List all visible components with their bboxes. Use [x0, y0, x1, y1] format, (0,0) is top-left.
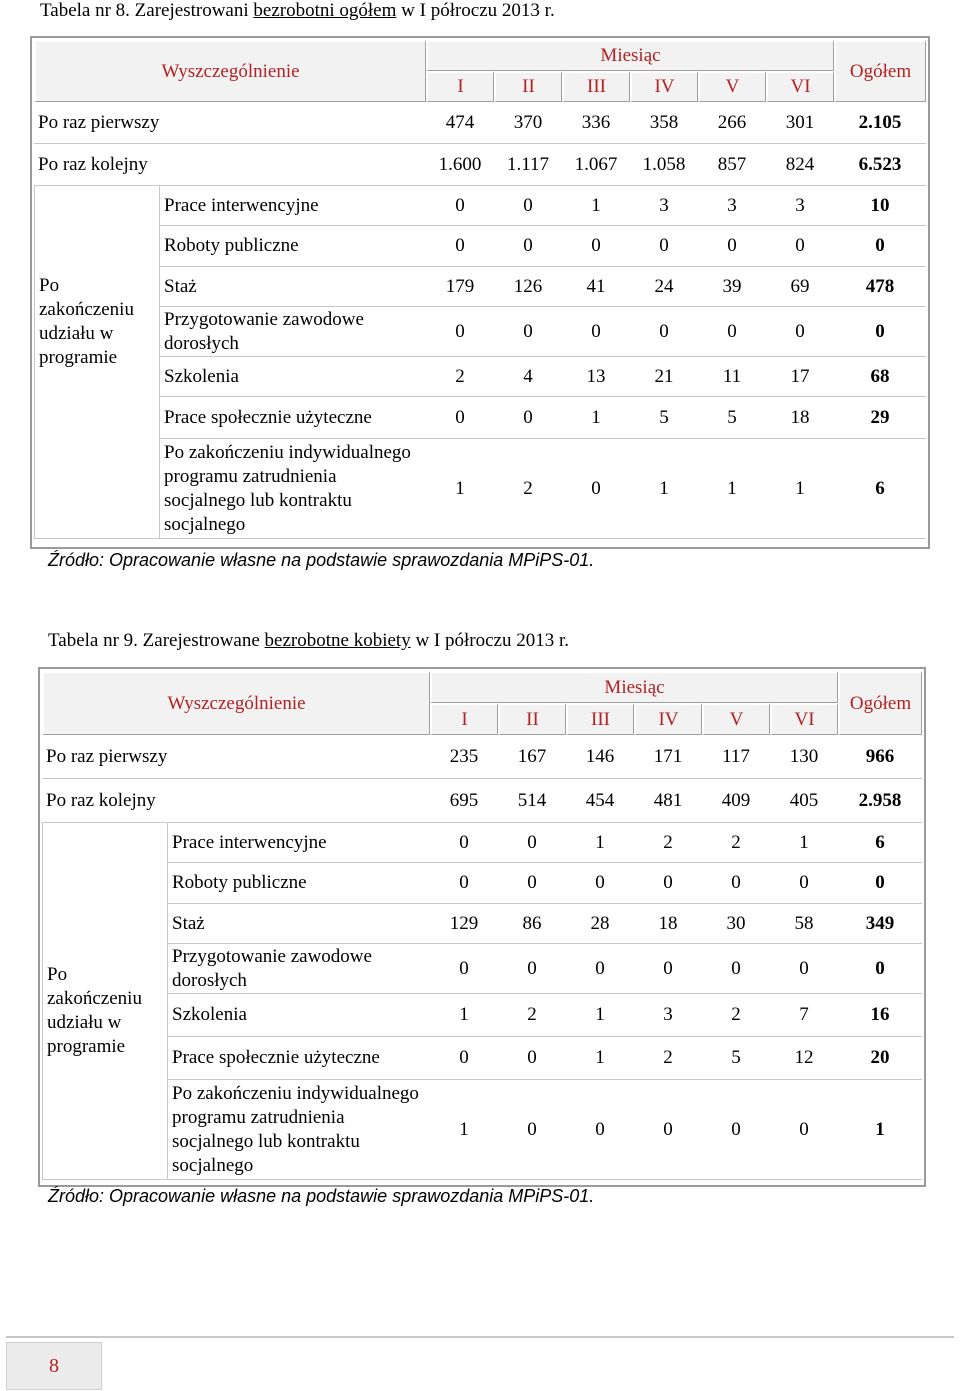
table9-group-label: Po zakończeniu udziału w programie — [42, 823, 168, 1180]
table8-header-month-cell: VI — [766, 71, 834, 102]
table9-row-label: Prace społecznie użyteczne — [168, 1037, 430, 1080]
table8-header-spec: Wyszczególnienie — [34, 40, 426, 102]
table9-header-month-cell: III — [566, 703, 634, 735]
table9-value: 0 — [566, 944, 634, 994]
table9-caption — [48, 630, 569, 652]
table8-value: 0 — [494, 397, 562, 439]
table9-value: 0 — [498, 863, 566, 904]
table8-value: 0 — [698, 307, 766, 357]
table9-value: 0 — [634, 863, 702, 904]
table-row — [42, 1037, 922, 1080]
table9-value: 5 — [702, 1037, 770, 1080]
table8-value: 857 — [698, 144, 766, 186]
table9-total: 16 — [838, 994, 922, 1037]
table8-row-label: Po zakończeniu indywidualnego programu zatrudnienia socjalnego lub kontraktu socjalnego — [160, 439, 426, 539]
table9-value: 0 — [702, 863, 770, 904]
table9-value: 0 — [770, 944, 838, 994]
table8-value: 336 — [562, 102, 630, 144]
table9 — [42, 671, 922, 1180]
table8-value: 39 — [698, 267, 766, 307]
table-row — [42, 863, 922, 904]
table9-header-total: Ogółem — [838, 671, 922, 735]
table8-value: 41 — [562, 267, 630, 307]
table8-value: 1 — [562, 186, 630, 226]
table9-value: 0 — [634, 944, 702, 994]
table9-value: 0 — [498, 1037, 566, 1080]
table9-value: 0 — [566, 863, 634, 904]
table8-value: 1 — [426, 439, 494, 539]
table9-value: 1 — [430, 1080, 498, 1180]
table9-header-month-cell: VI — [770, 703, 838, 735]
table9-value: 130 — [770, 735, 838, 779]
table8-value: 2 — [426, 357, 494, 397]
table8-header-month-cell: IV — [630, 71, 698, 102]
table9-value: 86 — [498, 904, 566, 944]
table-row — [42, 1080, 922, 1180]
table9-value: 2 — [498, 994, 566, 1037]
table9-value: 2 — [702, 823, 770, 863]
table9-value: 0 — [566, 1080, 634, 1180]
table8-total: 478 — [834, 267, 926, 307]
table-row — [34, 267, 926, 307]
table8-value: 0 — [630, 226, 698, 267]
table8-value: 0 — [766, 307, 834, 357]
table9-value: 0 — [430, 1037, 498, 1080]
table-row — [34, 439, 926, 539]
table9-value: 30 — [702, 904, 770, 944]
table8-total: 6 — [834, 439, 926, 539]
table9-total: 966 — [838, 735, 922, 779]
table9-total: 0 — [838, 863, 922, 904]
table8-value: 5 — [698, 397, 766, 439]
table9-header-month: Miesiąc — [430, 671, 838, 703]
table9-value: 167 — [498, 735, 566, 779]
table8-value: 0 — [494, 226, 562, 267]
table9-value: 58 — [770, 904, 838, 944]
table8-row-label: Przygotowanie zawodowe dorosłych — [160, 307, 426, 357]
table-row — [42, 944, 922, 994]
table8-value: 0 — [562, 226, 630, 267]
table8-row-label: Po raz pierwszy — [34, 102, 426, 144]
table8-value: 0 — [426, 307, 494, 357]
table8-source: Źródło: Opracowanie własne na podstawie sprawozdania MPiPS-01. — [48, 550, 595, 570]
table9-total: 1 — [838, 1080, 922, 1180]
table8-value: 0 — [630, 307, 698, 357]
table9-row-label: Po raz kolejny — [42, 779, 430, 823]
table9-caption-prefix: Tabela nr 9. Zarejestrowane — [48, 630, 265, 651]
table8-value: 3 — [630, 186, 698, 226]
table9-value: 1 — [566, 823, 634, 863]
table8-value: 179 — [426, 267, 494, 307]
table8-value: 1 — [698, 439, 766, 539]
table8-total: 29 — [834, 397, 926, 439]
table9-row-label: Przygotowanie zawodowe dorosłych — [168, 944, 430, 994]
table9-value: 695 — [430, 779, 498, 823]
table-row — [42, 994, 922, 1037]
table8-header-month-cell: I — [426, 71, 494, 102]
table8-value: 0 — [766, 226, 834, 267]
table8-row-label: Po raz kolejny — [34, 144, 426, 186]
table9-value: 0 — [702, 1080, 770, 1180]
table9-value: 454 — [566, 779, 634, 823]
table8-value: 13 — [562, 357, 630, 397]
table-row — [34, 397, 926, 439]
table8-value: 11 — [698, 357, 766, 397]
table9-value: 0 — [430, 823, 498, 863]
table-row — [34, 144, 926, 186]
table8-value: 0 — [426, 397, 494, 439]
table9-source: Źródło: Opracowanie własne na podstawie sprawozdania MPiPS-01. — [48, 1186, 595, 1206]
table9-header-month-cell: II — [498, 703, 566, 735]
table9-value: 0 — [634, 1080, 702, 1180]
table8-header-month-cell: III — [562, 71, 630, 102]
table8-value: 0 — [698, 226, 766, 267]
table8-value: 0 — [494, 186, 562, 226]
table-row — [34, 226, 926, 267]
table8-total: 0 — [834, 307, 926, 357]
table9-value: 3 — [634, 994, 702, 1037]
table9-value: 18 — [634, 904, 702, 944]
table9-total: 20 — [838, 1037, 922, 1080]
table8-value: 5 — [630, 397, 698, 439]
table8-value: 824 — [766, 144, 834, 186]
table8-row-label: Roboty publiczne — [160, 226, 426, 267]
table9-total: 349 — [838, 904, 922, 944]
table9-value: 0 — [430, 944, 498, 994]
table9-value: 481 — [634, 779, 702, 823]
table8-value: 370 — [494, 102, 562, 144]
table9-value: 1 — [770, 823, 838, 863]
table-row — [42, 823, 922, 863]
table9-row-label: Po zakończeniu indywidualnego programu zatrudnienia socjalnego lub kontraktu socjalnego — [168, 1080, 430, 1180]
table9-value: 0 — [770, 863, 838, 904]
table8-group-label: Po zakończeniu udziału w programie — [34, 186, 160, 539]
table9-value: 0 — [498, 944, 566, 994]
table9-header-month-cell: I — [430, 703, 498, 735]
table8-value: 1 — [630, 439, 698, 539]
table8-value: 69 — [766, 267, 834, 307]
table-row — [34, 186, 926, 226]
table8-value: 358 — [630, 102, 698, 144]
table9-value: 7 — [770, 994, 838, 1037]
table8-value: 17 — [766, 357, 834, 397]
table9-value: 0 — [498, 823, 566, 863]
table8-header-month: Miesiąc — [426, 40, 834, 71]
table8-value: 266 — [698, 102, 766, 144]
table-row — [42, 904, 922, 944]
table8-total: 6.523 — [834, 144, 926, 186]
table8-caption-prefix: Tabela nr 8. Zarejestrowani — [40, 0, 254, 21]
table9-value: 0 — [702, 944, 770, 994]
table-row — [34, 307, 926, 357]
table8-value: 18 — [766, 397, 834, 439]
table8-value: 1 — [766, 439, 834, 539]
table8-value: 2 — [494, 439, 562, 539]
table8-value: 1.067 — [562, 144, 630, 186]
table-row — [34, 357, 926, 397]
table8-caption-suffix: w I półroczu 2013 r. — [396, 0, 555, 21]
table8-value: 3 — [766, 186, 834, 226]
table9-caption-suffix: w I półroczu 2013 r. — [410, 630, 570, 651]
table8-value: 1 — [562, 397, 630, 439]
table9-value: 1 — [566, 994, 634, 1037]
table9-total: 0 — [838, 944, 922, 994]
table8-value: 126 — [494, 267, 562, 307]
table9-value: 146 — [566, 735, 634, 779]
table8 — [34, 40, 926, 539]
table9-header-month-cell: V — [702, 703, 770, 735]
table9-value: 514 — [498, 779, 566, 823]
table-row — [34, 102, 926, 144]
table8-row-label: Prace interwencyjne — [160, 186, 426, 226]
table-row — [42, 735, 922, 779]
table9-value: 129 — [430, 904, 498, 944]
table9-row-label: Po raz pierwszy — [42, 735, 430, 779]
table8-caption-underlined: bezrobotni ogółem — [253, 0, 397, 21]
table8-row-label: Prace społecznie użyteczne — [160, 397, 426, 439]
table9-value: 2 — [702, 994, 770, 1037]
table9-row-label: Prace interwencyjne — [168, 823, 430, 863]
table9-value: 2 — [634, 823, 702, 863]
table8-value: 4 — [494, 357, 562, 397]
table9-value: 235 — [430, 735, 498, 779]
table8-value: 1.117 — [494, 144, 562, 186]
table9-value: 1 — [430, 994, 498, 1037]
table8-total: 2.105 — [834, 102, 926, 144]
table9-row-label: Roboty publiczne — [168, 863, 430, 904]
table8-value: 0 — [562, 439, 630, 539]
table9-value: 405 — [770, 779, 838, 823]
table9-value: 0 — [770, 1080, 838, 1180]
table8-value: 0 — [494, 307, 562, 357]
table9-row-label: Szkolenia — [168, 994, 430, 1037]
table9-value: 0 — [430, 863, 498, 904]
table9-value: 171 — [634, 735, 702, 779]
table9-row-label: Staż — [168, 904, 430, 944]
table8-value: 1.058 — [630, 144, 698, 186]
table8-value: 0 — [426, 226, 494, 267]
table9-value: 409 — [702, 779, 770, 823]
table9-total: 2.958 — [838, 779, 922, 823]
table8-value: 21 — [630, 357, 698, 397]
page-number: 8 — [6, 1342, 102, 1390]
table-row — [42, 779, 922, 823]
table8-total: 10 — [834, 186, 926, 226]
table8-total: 0 — [834, 226, 926, 267]
table9-total: 6 — [838, 823, 922, 863]
table8-header-month-cell: V — [698, 71, 766, 102]
table8-value: 24 — [630, 267, 698, 307]
table8-value: 1.600 — [426, 144, 494, 186]
table8-total: 68 — [834, 357, 926, 397]
table9-header-month-cell: IV — [634, 703, 702, 735]
table8-caption — [40, 0, 555, 22]
table8-row-label: Szkolenia — [160, 357, 426, 397]
table9-header-spec: Wyszczególnienie — [42, 671, 430, 735]
table8-value: 0 — [562, 307, 630, 357]
table8-header-total: Ogółem — [834, 40, 926, 102]
table8-row-label: Staż — [160, 267, 426, 307]
table8-header-month-cell: II — [494, 71, 562, 102]
table9-value: 117 — [702, 735, 770, 779]
table8-value: 3 — [698, 186, 766, 226]
table9-value: 0 — [498, 1080, 566, 1180]
table9-value: 2 — [634, 1037, 702, 1080]
page-footer — [6, 1336, 954, 1390]
table9-value: 12 — [770, 1037, 838, 1080]
table9-value: 28 — [566, 904, 634, 944]
table9-caption-underlined: bezrobotne kobiety — [264, 630, 411, 651]
table8-value: 0 — [426, 186, 494, 226]
table9-value: 1 — [566, 1037, 634, 1080]
table8-value: 474 — [426, 102, 494, 144]
table8-value: 301 — [766, 102, 834, 144]
